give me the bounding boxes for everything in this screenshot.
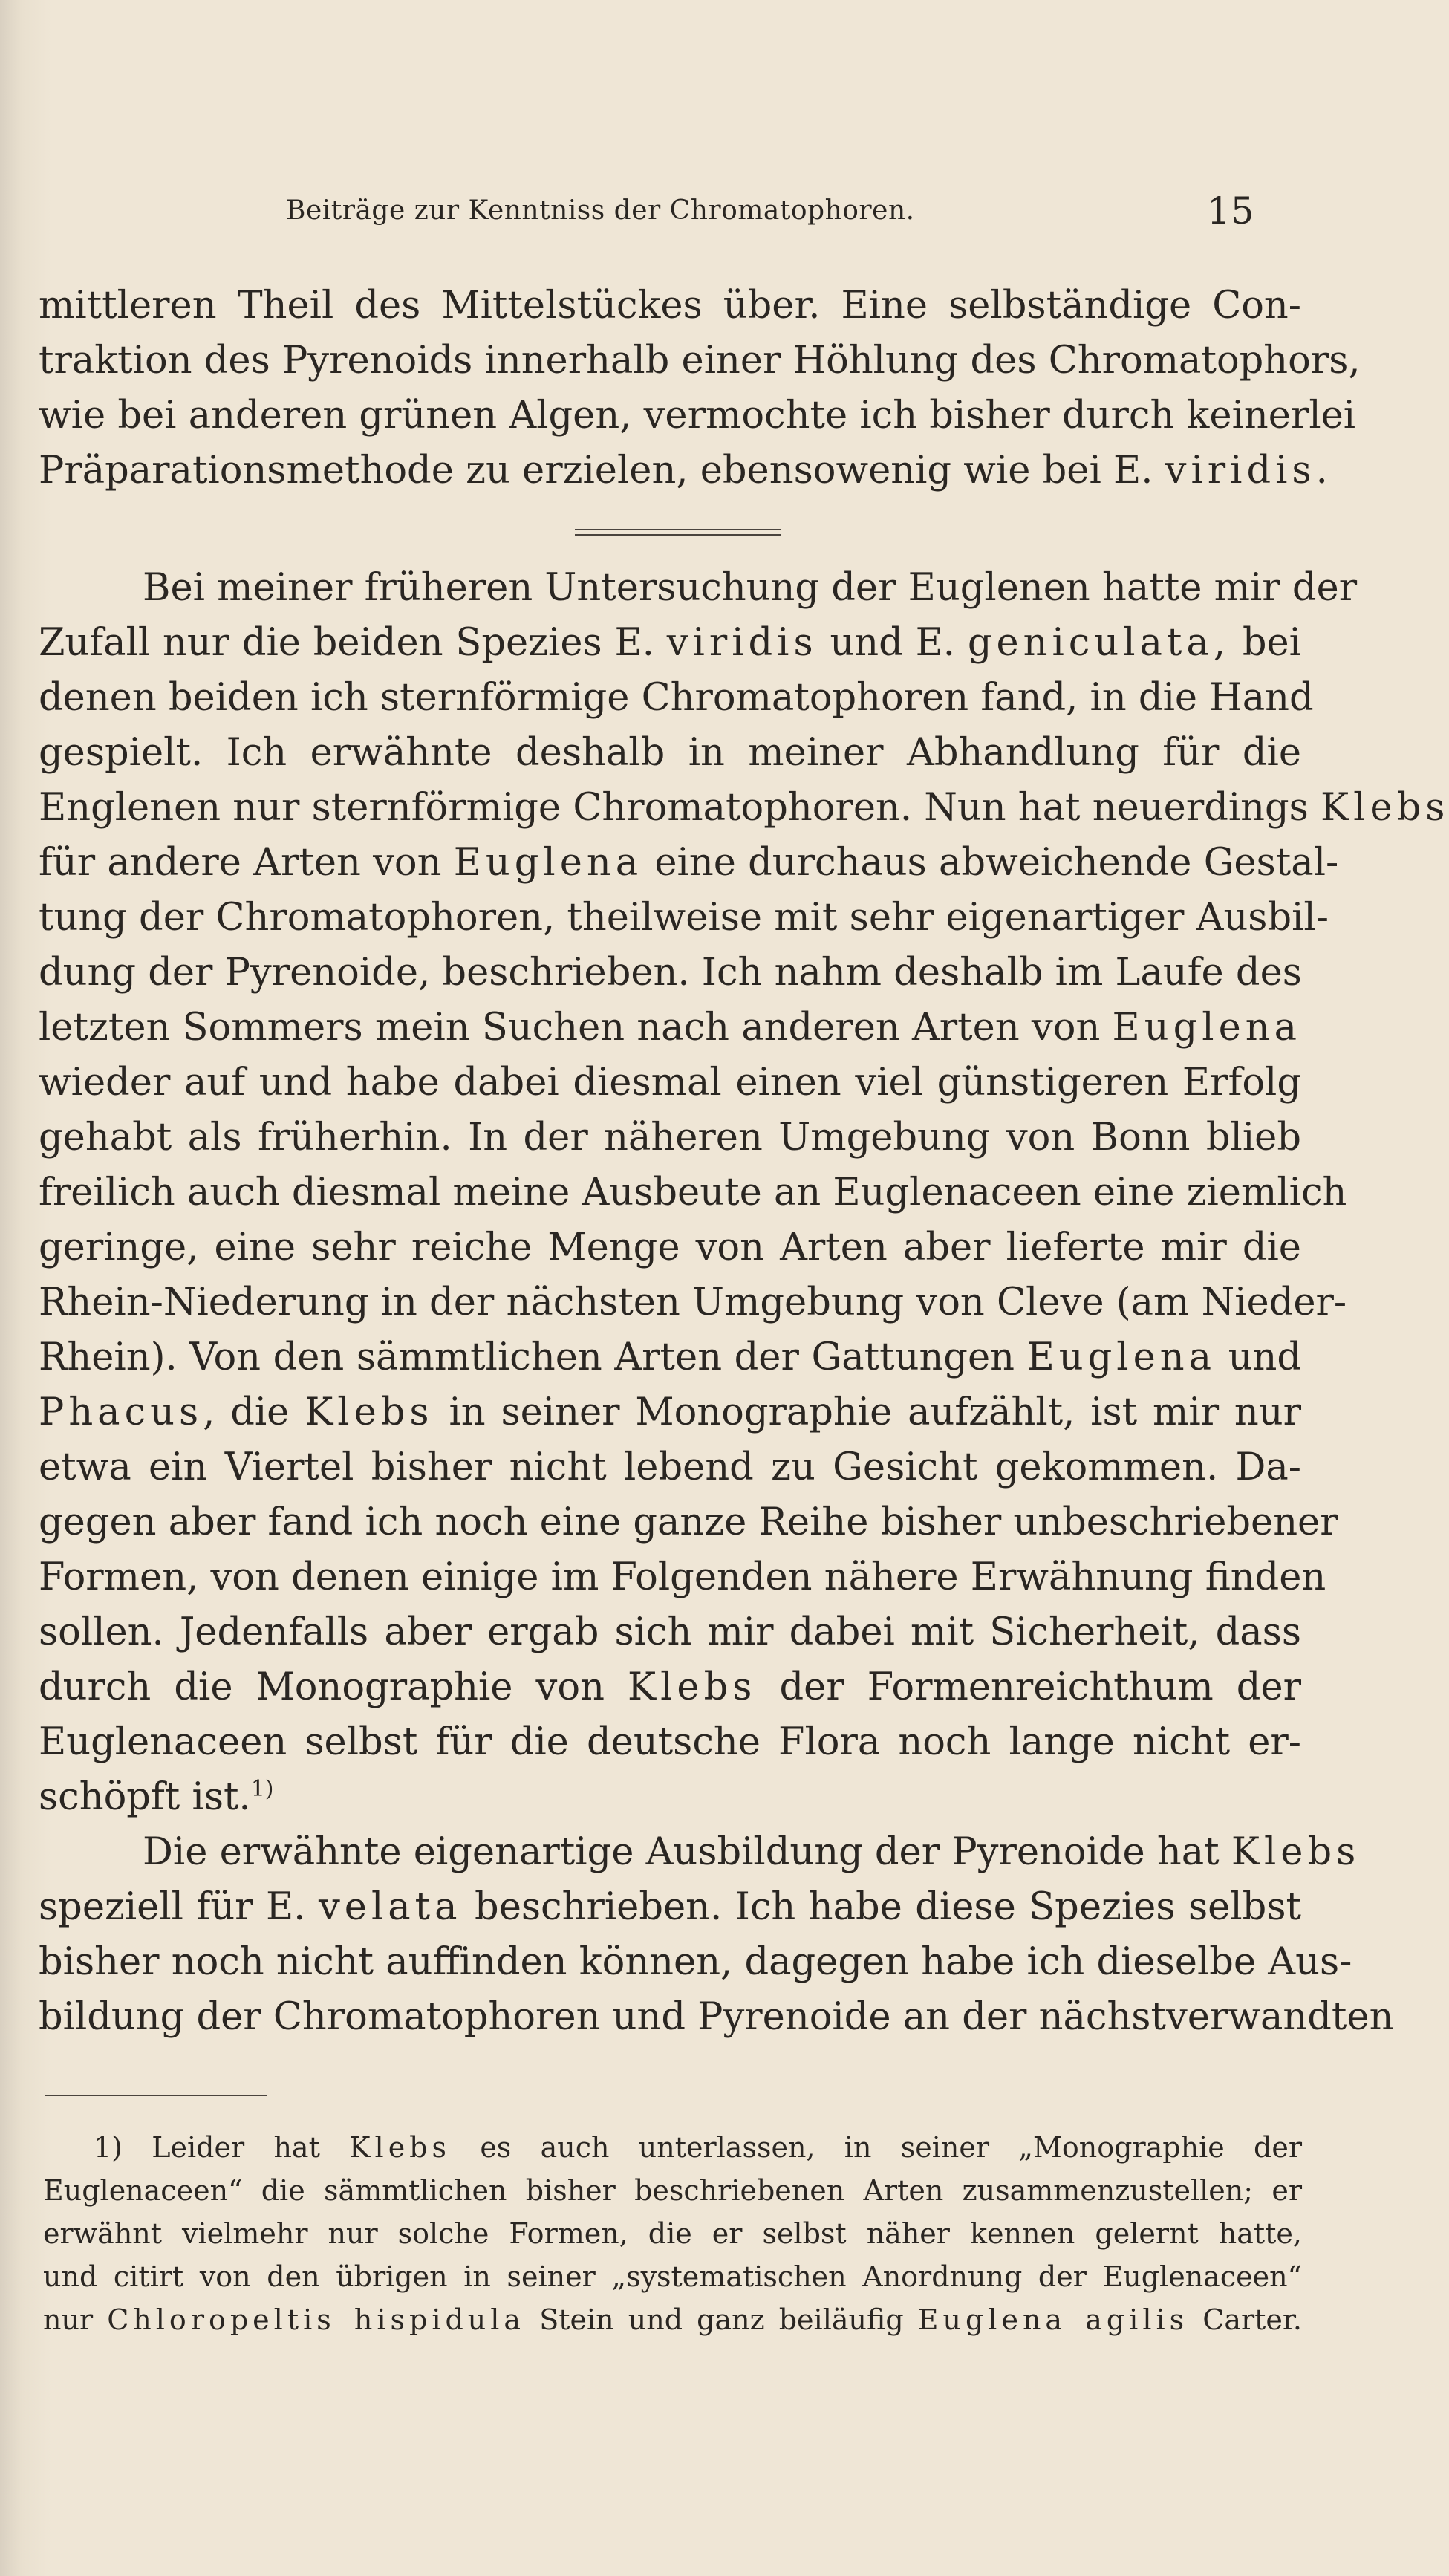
footnote-rule bbox=[45, 2095, 267, 2096]
page-number: 15 bbox=[1207, 189, 1254, 232]
running-title: Beiträge zur Kenntniss der Chromatophoren. bbox=[286, 195, 915, 226]
text-line: schöpft ist.$^{1)}$ bbox=[39, 1775, 274, 1819]
text-line: tung der Chromatophoren, theilweise mit sehr eigenartiger Ausbil- bbox=[39, 896, 1329, 940]
text-line: gespielt. Ich erwähnte deshalb in meiner Abhandlung für die bbox=[39, 731, 1301, 775]
text-line: etwa ein Viertel bisher nicht lebend zu Gesicht gekommen. Da- bbox=[39, 1445, 1301, 1489]
text-line: Zufall nur die beiden Spezies E. viridis und E. geniculata, bei bbox=[39, 621, 1301, 665]
footnote-line: und citirt von den übrigen in seiner „systematischen Anordnung der Euglenaceen“ bbox=[43, 2260, 1302, 2293]
footnote-line: nur Chloropeltis hispidula Stein und ganz beiläufig Euglena agilis Carter. bbox=[43, 2303, 1302, 2336]
text-line: sollen. Jedenfalls aber ergab sich mir dabei mit Sicherheit, dass bbox=[39, 1610, 1301, 1654]
text-line: wie bei anderen grünen Algen, vermochte ich bisher durch keinerlei bbox=[39, 394, 1356, 438]
footnote-reference: 1) bbox=[250, 1776, 274, 1802]
section-separator-bottom bbox=[575, 534, 781, 536]
footnote-line: Euglenaceen“ die sämmtlichen bisher beschriebenen Arten zusammenzustellen; er bbox=[43, 2174, 1302, 2207]
text-line: bisher noch nicht auffinden können, dagegen habe ich dieselbe Aus- bbox=[39, 1940, 1352, 1984]
text-line: mittleren Theil des Mittelstückes über. Eine selbständige Con- bbox=[39, 284, 1301, 328]
text-line: Präparationsmethode zu erzielen, ebensowenig wie bei E. viridis. bbox=[39, 449, 1332, 492]
page-header bbox=[0, 189, 1348, 234]
text-line: dung der Pyrenoide, beschrieben. Ich nahm deshalb im Laufe des bbox=[39, 951, 1302, 995]
text-line: Rhein). Von den sämmtlichen Arten der Gattungen Euglena und bbox=[39, 1336, 1301, 1379]
text-line: freilich auch diesmal meine Ausbeute an Euglenaceen eine ziemlich bbox=[39, 1171, 1347, 1214]
text-line: gegen aber fand ich noch eine ganze Reihe bisher unbeschriebener bbox=[39, 1500, 1338, 1544]
text-line: Formen, von denen einige im Folgenden nähere Erwähnung finden bbox=[39, 1555, 1326, 1599]
text-line: wieder auf und habe dabei diesmal einen viel günstigeren Erfolg bbox=[39, 1061, 1301, 1105]
text-line: speziell für E. velata beschrieben. Ich habe diese Spezies selbst bbox=[39, 1885, 1301, 1929]
text-line: letzten Sommers mein Suchen nach anderen Arten von Euglena bbox=[39, 1006, 1301, 1050]
text-line: durch die Monographie von Klebs der Formenreichthum der bbox=[39, 1665, 1301, 1709]
text-line: für andere Arten von Euglena eine durchaus abweichende Gestal- bbox=[39, 841, 1339, 885]
text-line: denen beiden ich sternförmige Chromatophoren fand, in die Hand bbox=[39, 676, 1314, 720]
text-line: geringe, eine sehr reiche Menge von Arten aber lieferte mir die bbox=[39, 1226, 1301, 1269]
text-line: Rhein-Niederung in der nächsten Umgebung von Cleve (am Nieder- bbox=[39, 1281, 1347, 1324]
text-line: Englenen nur sternförmige Chromatophoren. Nun hat neuerdings Klebs bbox=[39, 786, 1449, 830]
footnote-line: 1) Leider hat Klebs es auch unterlassen, in seiner „Monographie der bbox=[94, 2131, 1302, 2164]
text-line: Euglenaceen selbst für die deutsche Flora noch lange nicht er- bbox=[39, 1720, 1301, 1764]
text-line: bildung der Chromatophoren und Pyrenoide an der nächstverwandten bbox=[39, 1995, 1394, 2039]
text-line: Die erwähnte eigenartige Ausbildung der Pyrenoide hat Klebs bbox=[143, 1830, 1361, 1874]
text-line: gehabt als früherhin. In der näheren Umgebung von Bonn blieb bbox=[39, 1116, 1301, 1159]
text-line: Phacus, die Klebs in seiner Monographie aufzählt, ist mir nur bbox=[39, 1391, 1301, 1434]
text-line: Bei meiner früheren Untersuchung der Euglenen hatte mir der bbox=[143, 566, 1358, 610]
section-separator-top bbox=[575, 529, 781, 530]
text-line: traktion des Pyrenoids innerhalb einer Höhlung des Chromatophors, bbox=[39, 339, 1361, 383]
footnote-line: erwähnt vielmehr nur solche Formen, die er selbst näher kennen gelernt hatte, bbox=[43, 2217, 1302, 2250]
